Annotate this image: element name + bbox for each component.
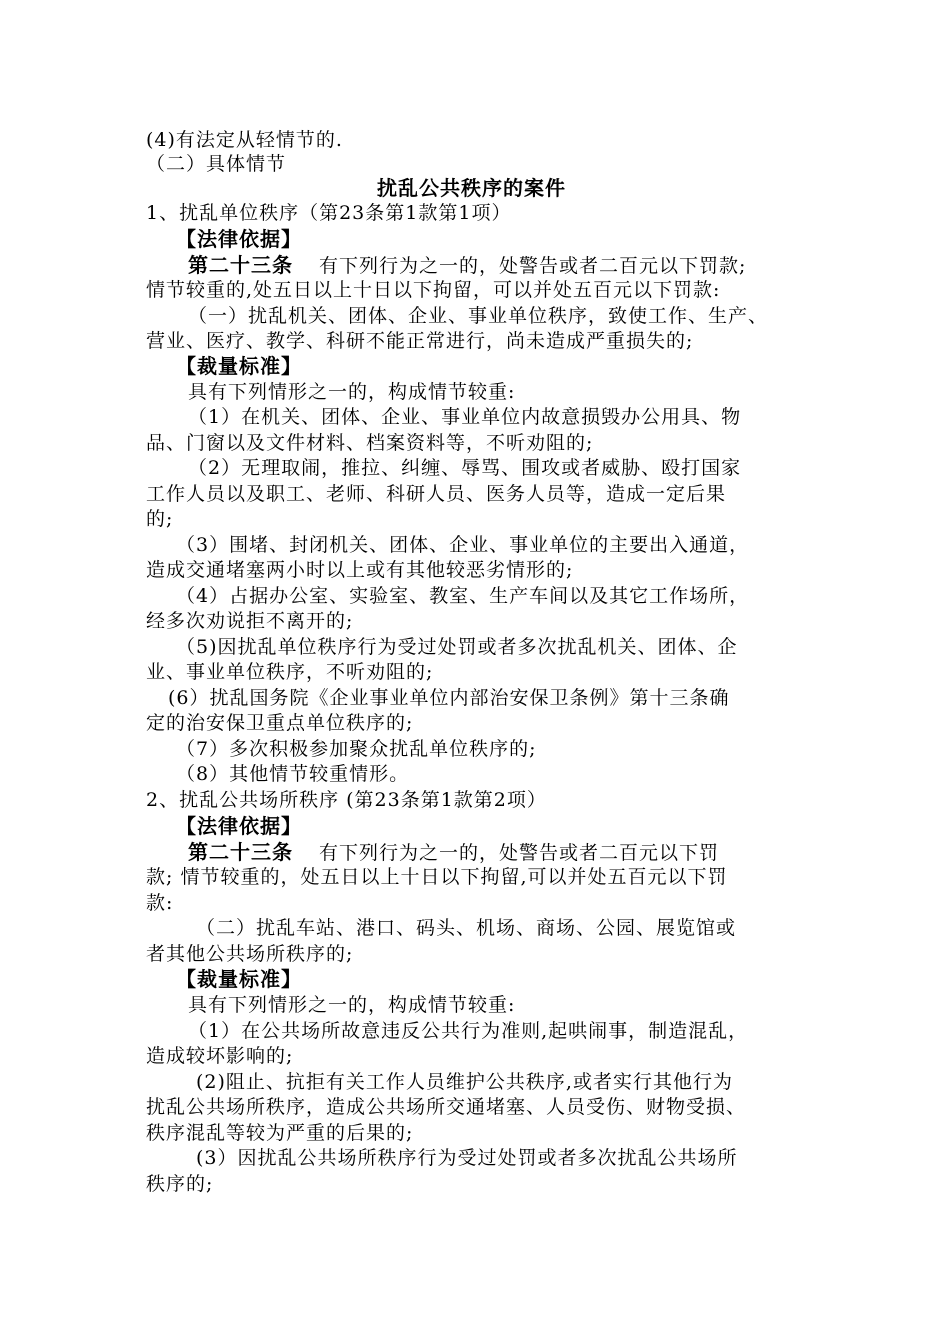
list-item: （2）无理取闹，推拉、纠缠、辱骂、围攻或者威胁、殴打国家 [188, 457, 742, 479]
article-line [188, 252, 746, 279]
list-item: (6）扰乱国务院《企业事业单位内部治安保卫条例》第十三条确 [168, 687, 730, 709]
text-line: （二）扰乱车站、港口、码头、机场、商场、公园、展览馆或 [196, 917, 737, 939]
legal-basis-heading: 【法律依据】 [176, 227, 302, 251]
list-item: （1）在公共场所故意违反公共行为准则,起哄闹事，制造混乱， [188, 1020, 749, 1042]
text-line: 造成较坏影响的; [146, 1045, 294, 1067]
text-line: (4)有法定从轻情节的. [146, 129, 343, 151]
text-line: 工作人员以及职工、老师、科研人员、医务人员等，造成一定后果 [146, 483, 727, 505]
text-line: 品、门窗以及文件材料、档案资料等，不听劝阻的; [146, 432, 594, 454]
legal-basis-heading: 【法律依据】 [176, 814, 302, 838]
text-line: 款: [146, 892, 174, 914]
list-item: （1）在机关、团体、企业、事业单位内故意损毁办公用具、物 [188, 406, 742, 428]
text-line: 业、事业单位秩序，不听劝阻的; [146, 661, 434, 683]
text-line: 造成交通堵塞两小时以上或有其他较恶劣情形的; [146, 559, 574, 581]
subsection-heading: 2、扰乱公共场所秩序 (第23条第1款第2项） [146, 789, 547, 811]
text-line: 者其他公共场所秩序的; [146, 943, 354, 965]
text-line: （一）扰乱机关、团体、企业、事业单位秩序，致使工作、生产、 [188, 305, 769, 327]
document-title: 扰乱公共秩序的案件 [377, 176, 566, 200]
list-item: (3）因扰乱公共场所秩序行为受过处罚或者多次扰乱公共场所 [196, 1147, 738, 1169]
list-item: （7）多次积极参加聚众扰乱单位秩序的; [176, 738, 537, 760]
text-line: 款; 情节较重的，处五日以上十日以下拘留,可以并处五百元以下罚 [146, 866, 728, 888]
text-line: 秩序的; [146, 1173, 214, 1195]
text-line: 经多次劝说拒不离开的; [146, 610, 354, 632]
discretion-standard-heading: 【裁量标准】 [176, 354, 302, 378]
article-text: 有下列行为之一的，处警告或者二百元以下罚 [319, 842, 720, 864]
list-item: （4）占据办公室、实验室、教室、生产车间以及其它工作场所， [176, 585, 750, 607]
text-line: 的; [146, 508, 174, 530]
text-line: 具有下列情形之一的，构成情节较重: [188, 994, 516, 1016]
text-line: 秩序混乱等较为严重的后果的; [146, 1122, 414, 1144]
text-line: 营业、医疗、教学、科研不能正常进行，尚未造成严重损失的; [146, 330, 694, 352]
subsection-heading: 1、扰乱单位秩序（第23条第1款第1项） [146, 202, 512, 224]
article-line [188, 839, 719, 866]
text-line: 具有下列情形之一的，构成情节较重: [188, 381, 516, 403]
article-label: 第二十三条 [188, 253, 293, 277]
list-item: （5)因扰乱单位秩序行为受过处罚或者多次扰乱机关、团体、企 [176, 636, 738, 658]
discretion-standard-heading: 【裁量标准】 [176, 967, 302, 991]
text-line: 定的治安保卫重点单位秩序的; [146, 712, 414, 734]
list-item: （8）其他情节较重情形。 [176, 763, 410, 785]
text-line: 情节较重的,处五日以上十日以下拘留，可以并处五百元以下罚款: [146, 279, 721, 301]
text-line: 扰乱公共场所秩序，造成公共场所交通堵塞、人员受伤、财物受损、 [146, 1096, 747, 1118]
list-item: (2)阻止、抗拒有关工作人员维护公共秩序,或者实行其他行为 [196, 1071, 733, 1093]
article-text: 有下列行为之一的，处警告或者二百元以下罚款; [319, 255, 747, 277]
section-heading: （二）具体情节 [146, 153, 287, 175]
article-label: 第二十三条 [188, 840, 293, 864]
list-item: （3）围堵、封闭机关、团体、企业、事业单位的主要出入通道， [176, 534, 750, 556]
